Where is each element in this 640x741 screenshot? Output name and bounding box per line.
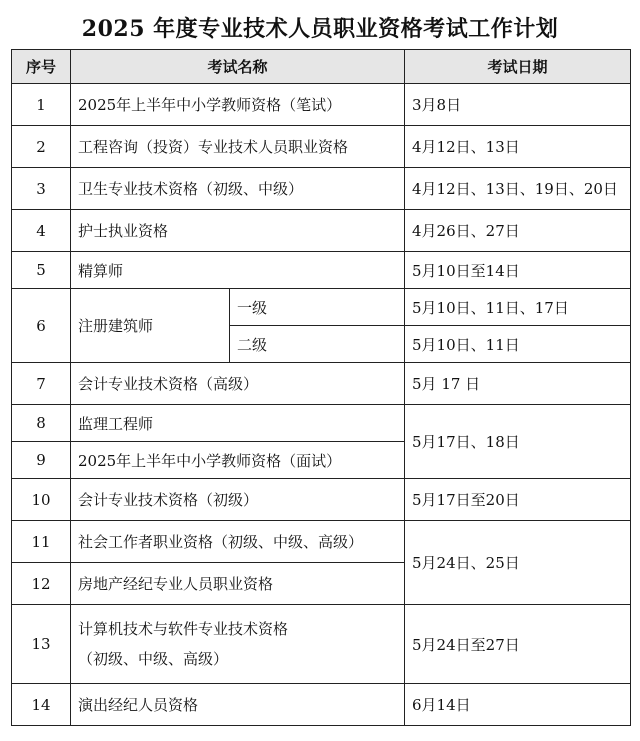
row-no: 9 — [12, 442, 71, 479]
row-no: 14 — [12, 684, 71, 726]
row-sublevel: 一级 — [230, 289, 405, 326]
table-row — [12, 210, 631, 252]
table-row — [12, 252, 631, 289]
row-date: 5月17日、18日 — [405, 405, 631, 479]
row-name: 护士执业资格 — [71, 210, 405, 252]
row-name: 2025年上半年中小学教师资格（面试） — [71, 442, 405, 479]
header-name: 考试名称 — [71, 50, 405, 84]
row-name-line2: （初级、中级、高级） — [78, 650, 229, 668]
row-date: 5月10日至14日 — [405, 252, 631, 289]
header-date: 考试日期 — [405, 50, 631, 84]
row-name — [71, 605, 405, 684]
row-name: 社会工作者职业资格（初级、中级、高级） — [71, 521, 405, 563]
row-date: 5月10日、11日 — [405, 326, 631, 363]
row-date: 4月26日、27日 — [405, 210, 631, 252]
row-no: 12 — [12, 563, 71, 605]
row-name: 演出经纪人员资格 — [71, 684, 405, 726]
row-no: 8 — [12, 405, 71, 442]
table-row — [12, 289, 631, 326]
table-row — [12, 684, 631, 726]
table-row — [12, 168, 631, 210]
row-no: 13 — [12, 605, 71, 684]
row-date: 5月24日、25日 — [405, 521, 631, 605]
exam-schedule-table — [11, 49, 631, 726]
row-no: 3 — [12, 168, 71, 210]
table-row — [12, 363, 631, 405]
row-no: 5 — [12, 252, 71, 289]
table-row — [12, 521, 631, 563]
row-name: 监理工程师 — [71, 405, 405, 442]
row-date: 3月8日 — [405, 84, 631, 126]
table-row — [12, 479, 631, 521]
table-row — [12, 405, 631, 442]
row-no: 6 — [12, 289, 71, 363]
row-name: 精算师 — [71, 252, 405, 289]
row-date: 6月14日 — [405, 684, 631, 726]
row-name: 2025年上半年中小学教师资格（笔试） — [71, 84, 405, 126]
row-name: 工程咨询（投资）专业技术人员职业资格 — [71, 126, 405, 168]
row-date: 4月12日、13日 — [405, 126, 631, 168]
table-header-row — [12, 50, 631, 84]
row-name: 会计专业技术资格（高级） — [71, 363, 405, 405]
row-no: 10 — [12, 479, 71, 521]
row-sublevel: 二级 — [230, 326, 405, 363]
row-name: 卫生专业技术资格（初级、中级） — [71, 168, 405, 210]
row-name: 房地产经纪专业人员职业资格 — [71, 563, 405, 605]
row-no: 7 — [12, 363, 71, 405]
row-name-line1: 计算机技术与软件专业技术资格 — [78, 620, 289, 638]
row-no: 4 — [12, 210, 71, 252]
header-no: 序号 — [12, 50, 71, 84]
row-no: 1 — [12, 84, 71, 126]
page-title: 2025 年度专业技术人员职业资格考试工作计划 — [81, 16, 559, 42]
row-date: 5月 17 日 — [405, 363, 631, 405]
row-no: 11 — [12, 521, 71, 563]
table-row — [12, 605, 631, 684]
row-no: 2 — [12, 126, 71, 168]
row-name: 会计专业技术资格（初级） — [71, 479, 405, 521]
row-date: 4月12日、13日、19日、20日 — [405, 168, 631, 210]
row-date: 5月17日至20日 — [405, 479, 631, 521]
row-date: 5月10日、11日、17日 — [405, 289, 631, 326]
row-name: 注册建筑师 — [71, 289, 230, 363]
table-row — [12, 126, 631, 168]
table-row — [12, 84, 631, 126]
row-date: 5月24日至27日 — [405, 605, 631, 684]
